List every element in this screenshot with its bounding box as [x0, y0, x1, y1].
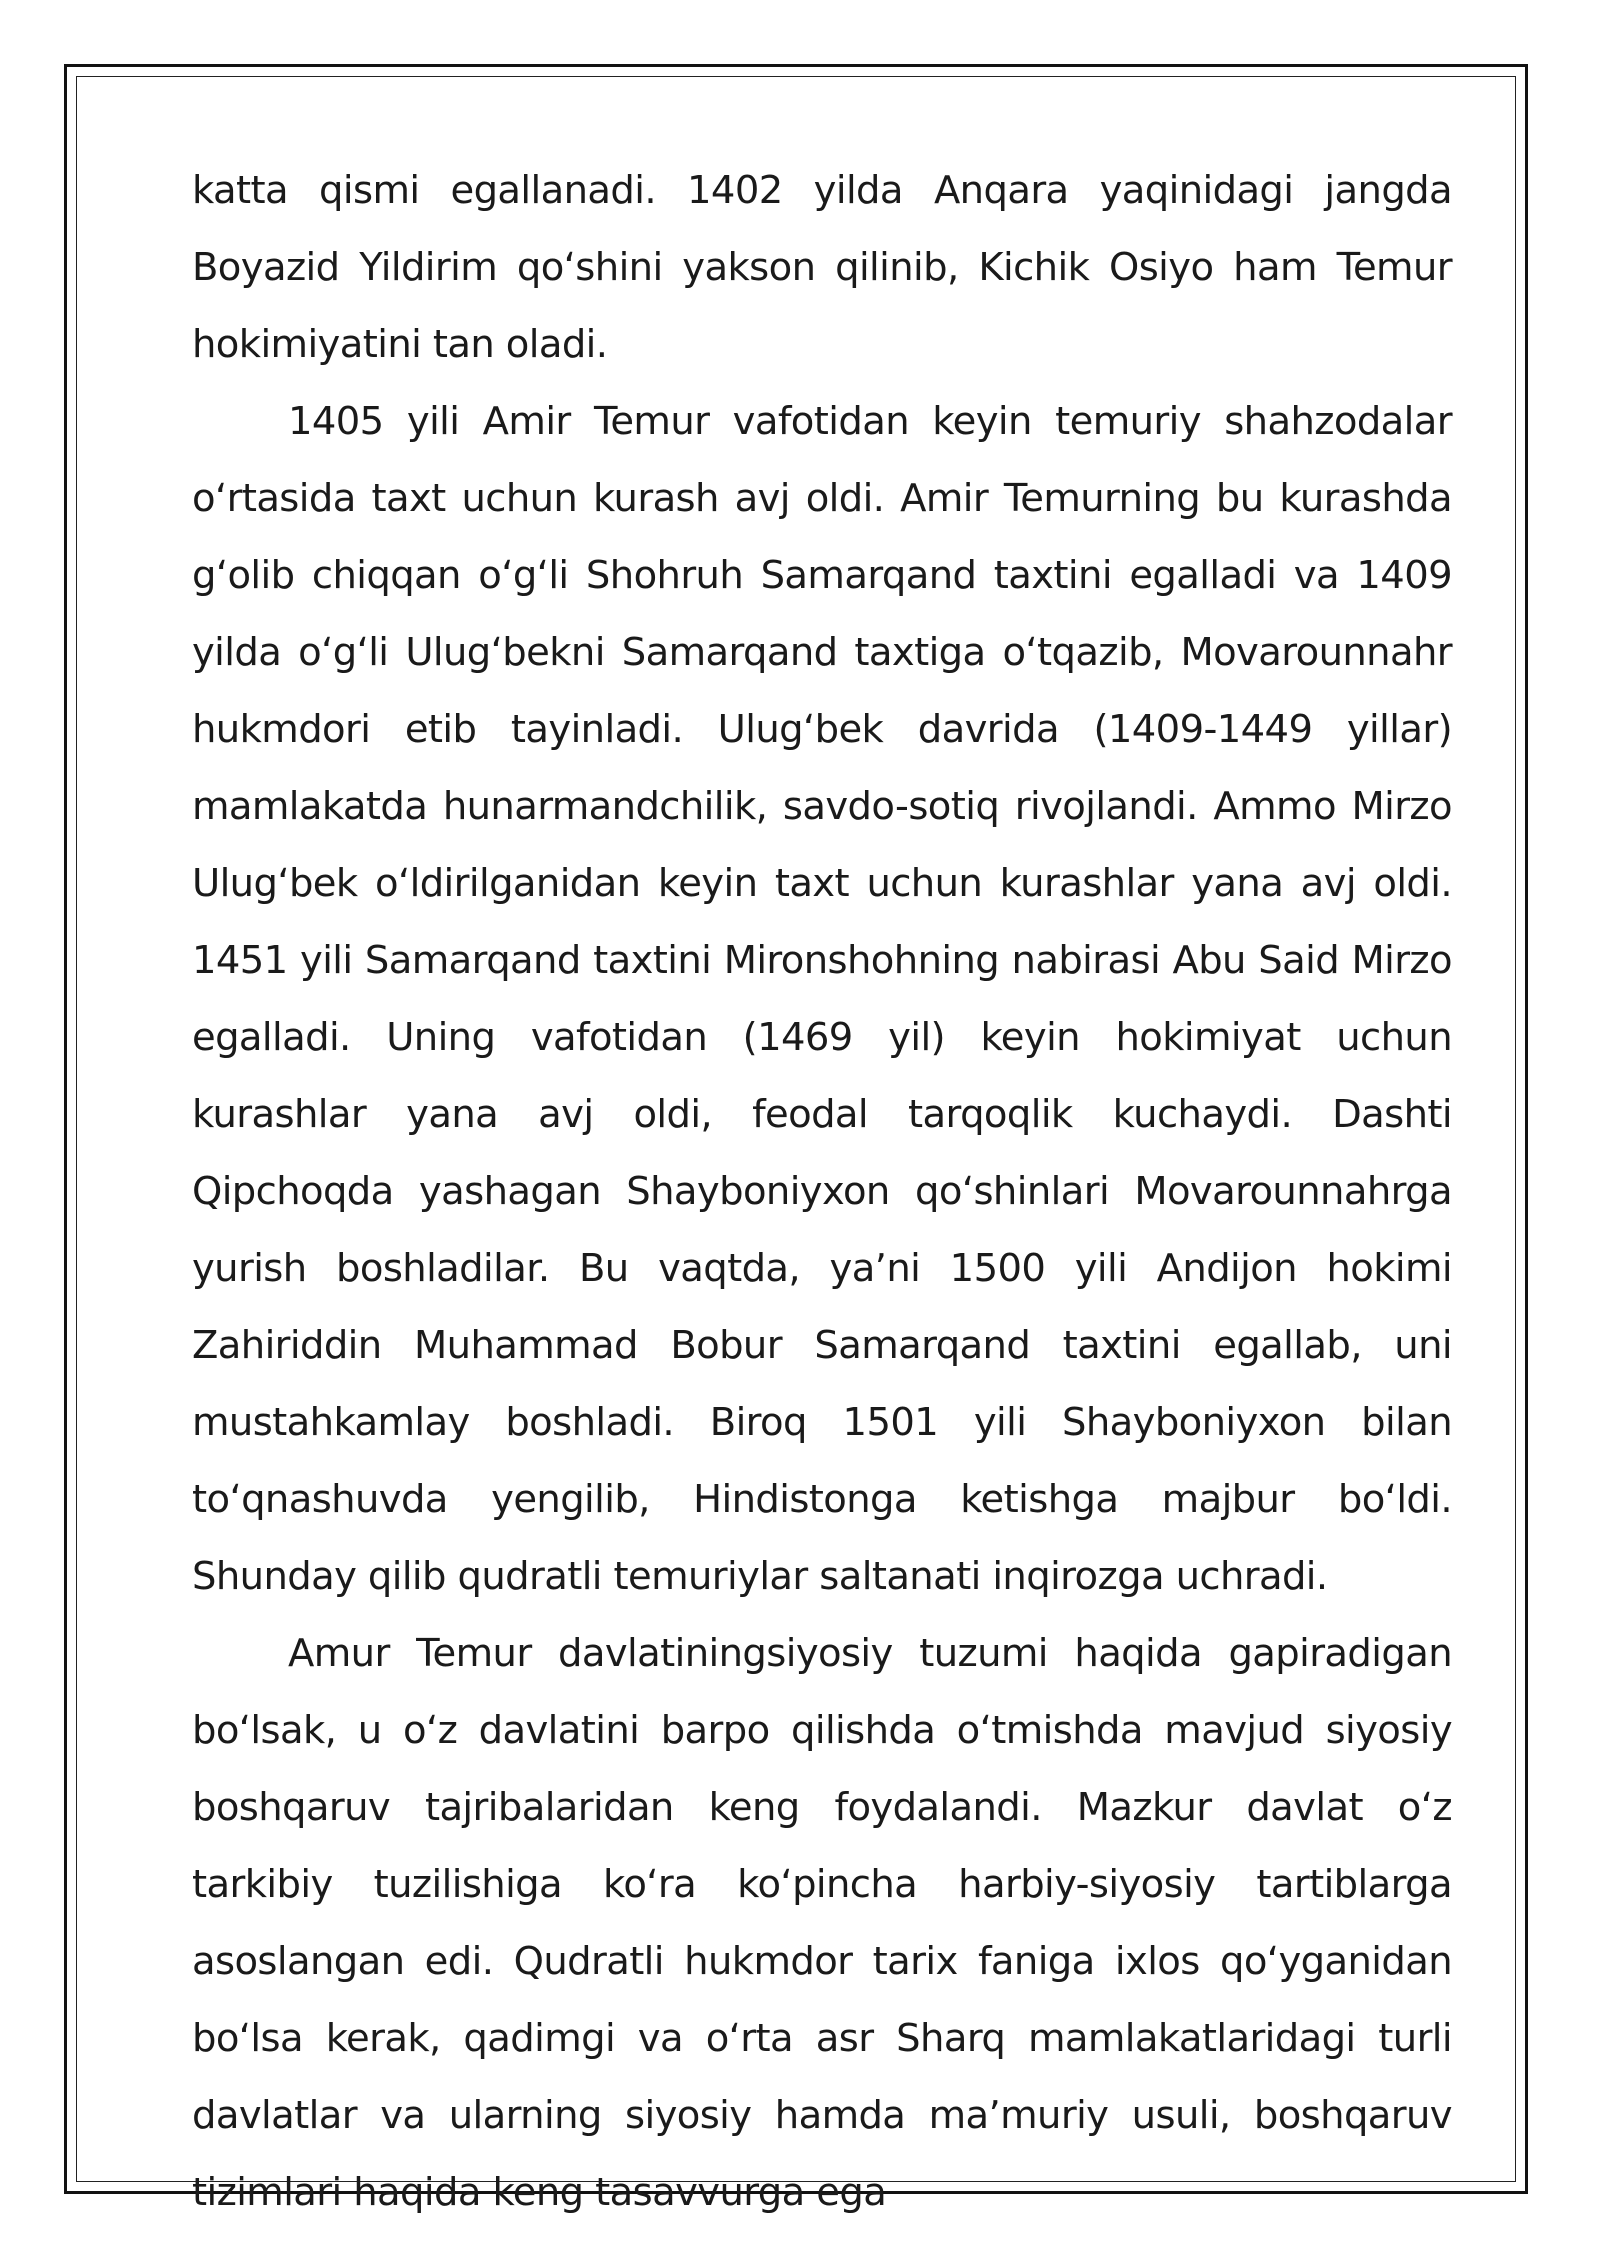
document-body: [192, 152, 1452, 2231]
paragraph-1: katta qismi egallanadi. 1402 yilda Anqara yaqinidagi jangda Boyazid Yildirim qo‘shini yakson qilinib, Kichik Osiyo ham Temur hokimiyatini tan oladi.: [192, 168, 1452, 367]
paragraph-2: 1405 yili Amir Temur vafotidan keyin temuriy shahzodalar o‘rtasida taxt uchun kurash avj oldi. Amir Temurning bu kurashda g‘olib chiqqan o‘g‘li Shohruh Samarqand taxtini egalladi va 1409 yilda o‘g‘li Ulug‘bekni Samarqand taxtiga o‘tqazib, Movarounnahr hukmdori etib tayinladi. Ulug‘bek davrida (1409-1449 yillar) mamlakatda hunarmandchilik, savdo-sotiq rivojlandi. Ammo Mirzo Ulug‘bek o‘ldirilganidan keyin taxt uchun kurashlar yana avj oldi. 1451 yili Samarqand taxtini Mironshohning nabirasi Abu Said Mirzo egalladi. Uning vafotidan (1469 yil) keyin hokimiyat uchun kurashlar yana avj oldi, feodal tarqoqlik kuchaydi. Dashti Qipchoqda yashagan Shayboniyxon qo‘shinlari Movarounnahrga yurish boshladilar. Bu vaqtda, ya’ni 1500 yili Andijon hokimi Zahiriddin Muhammad Bobur Samarqand taxtini egallab, uni mustahkamlay boshladi. Biroq 1501 yili Shayboniyxon bilan to‘qnashuvda yengilib, Hindistonga ketishga majbur bo‘ldi. Shunday qilib qudratli temuriylar saltanati inqirozga uchradi.: [192, 399, 1452, 1599]
paragraph-3: Amur Temur davlatiningsiyosiy tuzumi haqida gapiradigan bo‘lsak, u o‘z davlatini barpo qilishda o‘tmishda mavjud siyosiy boshqaruv tajribalaridan keng foydalandi. Mazkur davlat o‘z tarkibiy tuzilishiga ko‘ra ko‘pincha harbiy-siyosiy tartiblarga asoslangan edi. Qudratli hukmdor tarix faniga ixlos qo‘yganidan bo‘lsa kerak, qadimgi va o‘rta asr Sharq mamlakatlaridagi turli davlatlar va ularning siyosiy hamda ma’muriy usuli, boshqaruv tizimlari haqida keng tasavvurga ega: [192, 1631, 1452, 2215]
